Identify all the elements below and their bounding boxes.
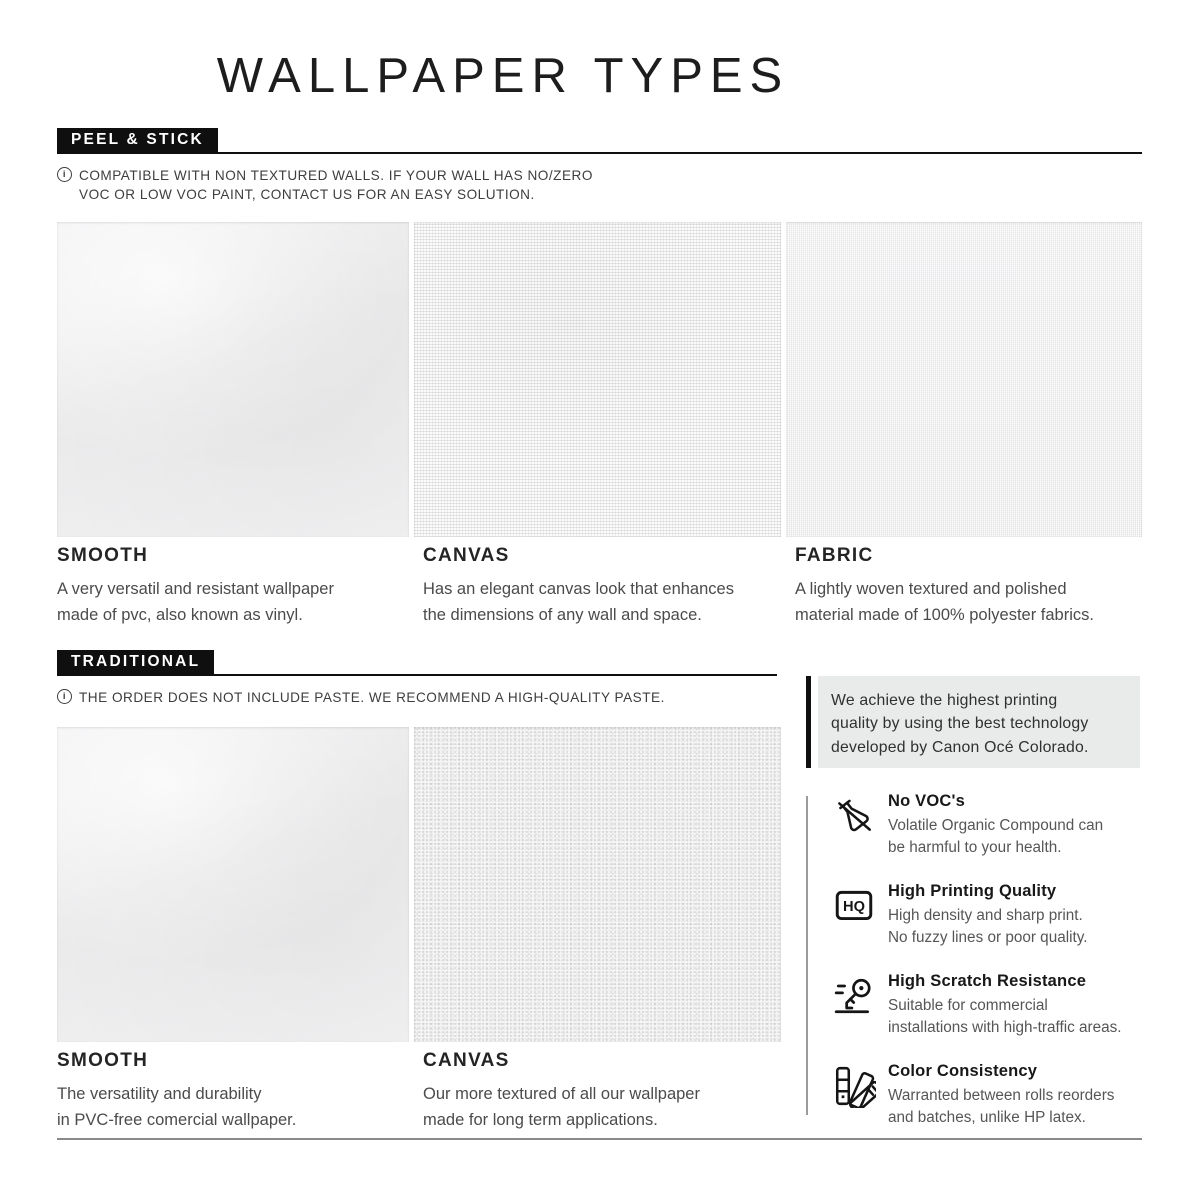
- peel-stick-captions: [57, 545, 1142, 628]
- feature-list: [832, 792, 1152, 1128]
- swatch-fabric-peel-stick: [786, 222, 1142, 537]
- traditional-section-header: [57, 650, 777, 676]
- feature-text: [888, 882, 1088, 948]
- desc-line: No fuzzy lines or poor quality.: [888, 928, 1088, 946]
- caption-smooth: [57, 1050, 409, 1133]
- key-scratch-icon: [832, 974, 876, 1018]
- swatch-description: [57, 576, 409, 628]
- peel-stick-label: PEEL & STICK: [57, 128, 218, 152]
- traditional-captions: [57, 1050, 781, 1133]
- desc-line: installations with high-traffic areas.: [888, 1018, 1122, 1036]
- swatch-title: SMOOTH: [57, 545, 149, 566]
- quality-statement: [818, 676, 1140, 768]
- swatch-description: [795, 576, 1142, 628]
- swatch-canvas-traditional: [414, 727, 781, 1042]
- desc-line: Warranted between rolls reorders: [888, 1087, 1115, 1104]
- feature-high-scratch-resistance: [832, 972, 1152, 1038]
- desc-line: Our more textured of all our wallpaper: [423, 1085, 700, 1103]
- note-line: VOC OR LOW VOC PAINT, CONTACT US FOR AN EASY SOLUTION.: [79, 187, 535, 202]
- desc-line: Suitable for commercial: [888, 997, 1048, 1014]
- swatch-title: SMOOTH: [57, 1050, 149, 1071]
- caption-canvas: [414, 1050, 781, 1133]
- caption-fabric: [786, 545, 1142, 628]
- info-icon: i: [57, 689, 72, 704]
- quality-line: We achieve the highest printing: [831, 692, 1058, 709]
- quality-line: quality by using the best technology: [831, 715, 1089, 733]
- swatch-description: [423, 576, 781, 628]
- desc-line: in PVC-free comercial wallpaper.: [57, 1111, 297, 1129]
- peel-stick-note: [57, 166, 737, 204]
- desc-line: made for long term applications.: [423, 1111, 658, 1129]
- traditional-note-text: THE ORDER DOES NOT INCLUDE PASTE. WE RECOMMEND A HIGH-QUALITY PASTE.: [79, 690, 665, 705]
- desc-line: The versatility and durability: [57, 1085, 262, 1103]
- feature-list-rail: [806, 796, 808, 1115]
- swatch-description: [57, 1081, 409, 1133]
- desc-line: the dimensions of any wall and space.: [423, 606, 702, 624]
- quality-box-accent-bar: [806, 676, 811, 768]
- feature-text: [888, 792, 1103, 858]
- caption-smooth: [57, 545, 409, 628]
- swatch-canvas-peel-stick: [414, 222, 781, 537]
- desc-line: A lightly woven textured and polished: [795, 580, 1067, 598]
- hq-badge-icon: [832, 884, 876, 928]
- swatch-title: CANVAS: [423, 545, 510, 566]
- feature-color-consistency: [832, 1062, 1152, 1128]
- desc-line: High density and sharp print.: [888, 907, 1083, 924]
- desc-line: A very versatil and resistant wallpaper: [57, 580, 334, 598]
- feature-title: Color Consistency: [888, 1062, 1038, 1080]
- caption-canvas: [414, 545, 781, 628]
- page-title: WALLPAPER TYPES: [216, 49, 790, 103]
- color-swatch-fan-icon: [832, 1064, 876, 1108]
- peel-stick-swatch-row: [57, 222, 1142, 537]
- desc-line: material made of 100% polyester fabrics.: [795, 606, 1094, 624]
- note-line: COMPATIBLE WITH NON TEXTURED WALLS. IF YOUR WALL HAS NO/ZERO: [79, 168, 593, 183]
- feature-title: High Printing Quality: [888, 882, 1057, 900]
- feature-description: [888, 1085, 1114, 1128]
- desc-line: Has an elegant canvas look that enhances: [423, 580, 734, 598]
- traditional-label: TRADITIONAL: [57, 650, 214, 674]
- peel-stick-note-text: [79, 166, 593, 204]
- desc-line: Volatile Organic Compound can: [888, 817, 1104, 834]
- traditional-note: [57, 688, 757, 707]
- feature-description: [888, 995, 1122, 1038]
- feature-title: High Scratch Resistance: [888, 972, 1087, 990]
- feature-description: [888, 815, 1103, 858]
- swatch-title: FABRIC: [795, 545, 874, 566]
- hq-badge-text: HQ: [843, 899, 865, 916]
- no-voc-flask-icon: [832, 794, 876, 838]
- feature-text: [888, 1062, 1114, 1128]
- desc-line: and batches, unlike HP latex.: [888, 1108, 1086, 1126]
- desc-line: made of pvc, also known as vinyl.: [57, 606, 303, 624]
- peel-stick-section-header: [57, 128, 1142, 154]
- feature-high-printing-quality: [832, 882, 1152, 948]
- swatch-description: [423, 1081, 781, 1133]
- desc-line: be harmful to your health.: [888, 838, 1062, 856]
- traditional-swatch-row: [57, 727, 781, 1042]
- info-icon: i: [57, 167, 72, 182]
- feature-title: No VOC's: [888, 792, 966, 810]
- swatch-title: CANVAS: [423, 1050, 510, 1071]
- feature-description: [888, 905, 1088, 948]
- quality-line: developed by Canon Océ Colorado.: [831, 738, 1089, 756]
- feature-text: [888, 972, 1122, 1038]
- bottom-divider: [57, 1138, 1142, 1140]
- swatch-smooth-peel-stick: [57, 222, 409, 537]
- swatch-smooth-traditional: [57, 727, 409, 1042]
- feature-no-voc: [832, 792, 1152, 858]
